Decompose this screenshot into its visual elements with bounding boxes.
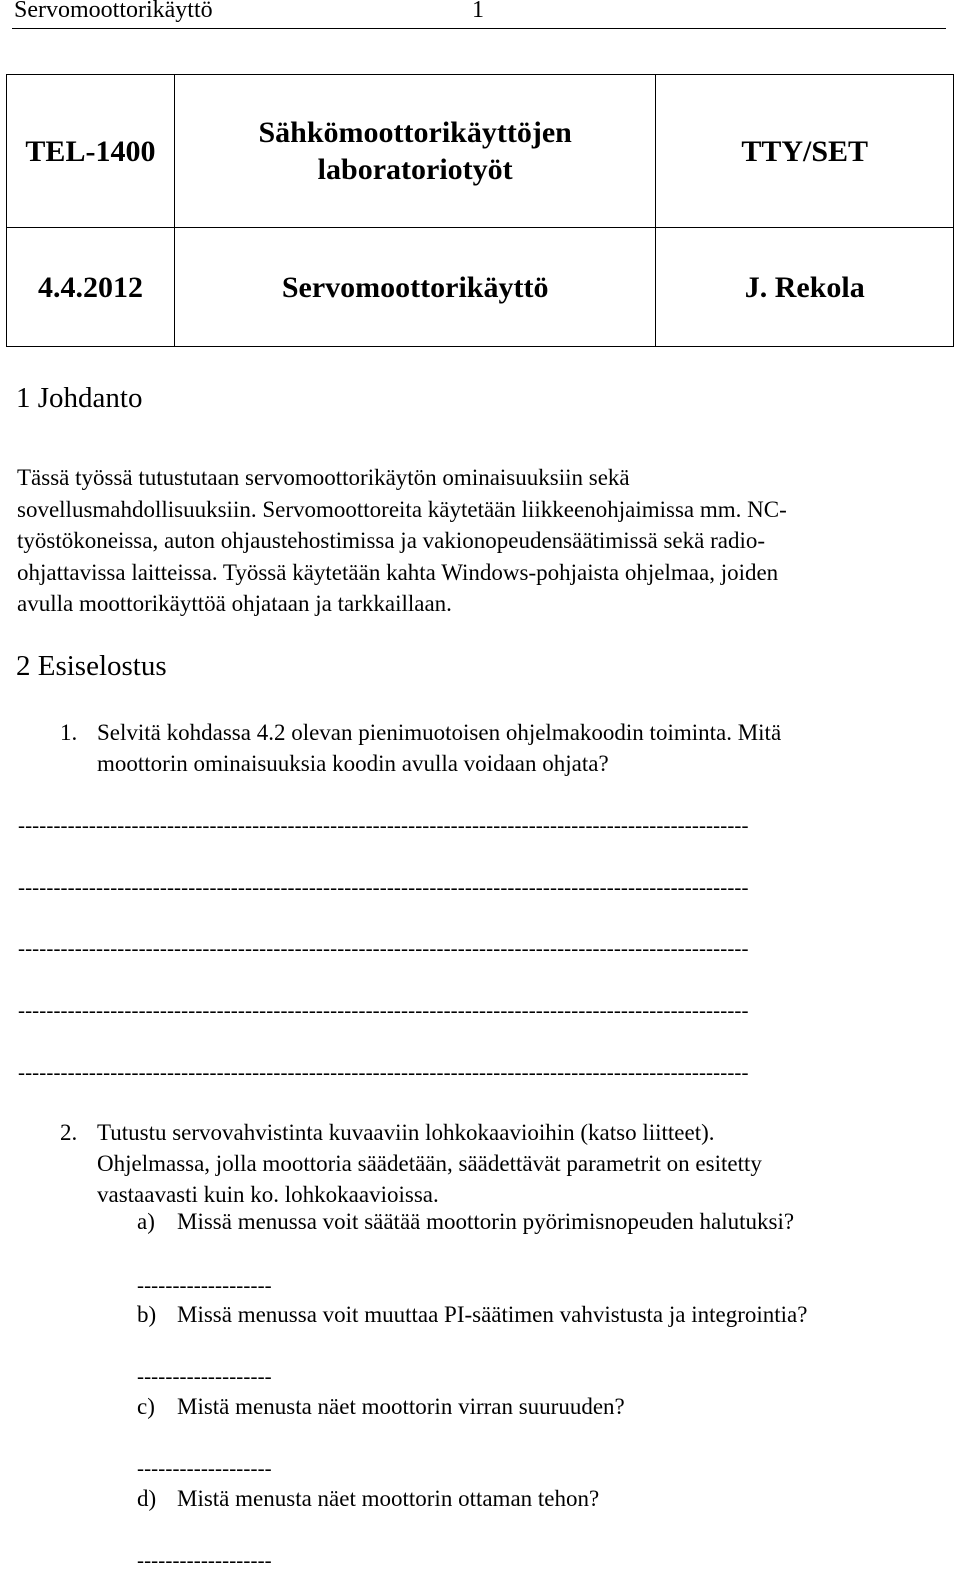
intro-line-5: avulla moottorikäyttöä ohjataan ja tarkkaillaan. bbox=[17, 591, 452, 617]
intro-line-2: sovellusmahdollisuuksiin. Servomoottoreita käytetään liikkeenohjaimissa mm. NC- bbox=[17, 496, 787, 522]
answer-line-2[interactable]: ------------------------------------------------------------------------------------------------------- bbox=[18, 875, 749, 899]
subquestion-b-label: b) bbox=[137, 1302, 157, 1327]
question-1-line2: moottorin ominaisuuksia koodin avulla voidaan ohjata? bbox=[97, 751, 609, 776]
subquestion-a-answer[interactable]: ------------------- bbox=[137, 1273, 272, 1297]
answer-line-3[interactable]: ------------------------------------------------------------------------------------------------------- bbox=[18, 936, 749, 960]
subquestion-b-text: Missä menussa voit muuttaa PI-säätimen vahvistusta ja integrointia? bbox=[177, 1302, 808, 1327]
question-2 bbox=[97, 1117, 762, 1210]
page-number: 1 bbox=[472, 0, 484, 23]
subquestion-c-text: Mistä menusta näet moottorin virran suuruuden? bbox=[177, 1394, 625, 1419]
subquestion-c-answer[interactable]: ------------------- bbox=[137, 1456, 272, 1480]
course-title bbox=[174, 75, 656, 228]
intro-line-3: työstökoneissa, auton ohjaustehostimissa ja vakionopeudensäätimissä sekä radio- bbox=[17, 528, 765, 554]
subquestion-b-answer[interactable]: ------------------- bbox=[137, 1364, 272, 1388]
intro-paragraph bbox=[17, 462, 939, 620]
subquestion-a-label: a) bbox=[137, 1209, 155, 1234]
course-title-line1: Sähkömoottorikäyttöjen bbox=[258, 116, 572, 149]
subquestion-d-answer[interactable]: ------------------- bbox=[137, 1548, 272, 1572]
section-heading-introduction: 1 Johdanto bbox=[16, 382, 143, 414]
subquestion-a-text: Missä menussa voit säätää moottorin pyörimisnopeuden halutuksi? bbox=[177, 1209, 795, 1234]
subquestion-d-label: d) bbox=[137, 1486, 157, 1511]
subquestion-d-text: Mistä menusta näet moottorin ottaman tehon? bbox=[177, 1486, 600, 1511]
header-table bbox=[6, 74, 954, 347]
author: J. Rekola bbox=[656, 228, 954, 347]
section-heading-prereport: 2 Esiselostus bbox=[16, 650, 167, 682]
question-1-number: 1. bbox=[60, 720, 78, 745]
question-1 bbox=[97, 717, 781, 779]
question-2-line3: vastaavasti kuin ko. lohkokaavioissa. bbox=[97, 1182, 439, 1207]
answer-line-1[interactable]: ------------------------------------------------------------------------------------------------------- bbox=[18, 813, 749, 837]
question-2-line2: Ohjelmassa, jolla moottoria säädetään, säädettävät parametrit on esitetty bbox=[97, 1151, 762, 1176]
department: TTY/SET bbox=[656, 75, 954, 228]
header-rule bbox=[12, 28, 946, 29]
intro-line-4: ohjattavissa laitteissa. Työssä käytetään kahta Windows-pohjaista ohjelmaa, joiden bbox=[17, 559, 779, 585]
running-header-title: Servomoottorikäyttö bbox=[14, 0, 213, 23]
intro-line-1: Tässä työssä tutustutaan servomoottorikäytön ominaisuuksiin sekä bbox=[17, 465, 630, 490]
course-code: TEL-1400 bbox=[7, 75, 175, 228]
work-title: Servomoottorikäyttö bbox=[174, 228, 656, 347]
question-1-line1: Selvitä kohdassa 4.2 olevan pienimuotoisen ohjelmakoodin toiminta. Mitä bbox=[97, 720, 782, 745]
question-2-line1: Tutustu servovahvistinta kuvaaviin lohkokaavioihin (katso liitteet). bbox=[97, 1120, 715, 1145]
question-2-number: 2. bbox=[60, 1120, 78, 1145]
course-title-line2: laboratoriotyöt bbox=[317, 153, 513, 186]
answer-line-5[interactable]: ------------------------------------------------------------------------------------------------------- bbox=[18, 1060, 749, 1084]
answer-line-4[interactable]: ------------------------------------------------------------------------------------------------------- bbox=[18, 998, 749, 1022]
subquestion-c-label: c) bbox=[137, 1394, 155, 1419]
date: 4.4.2012 bbox=[7, 228, 175, 347]
